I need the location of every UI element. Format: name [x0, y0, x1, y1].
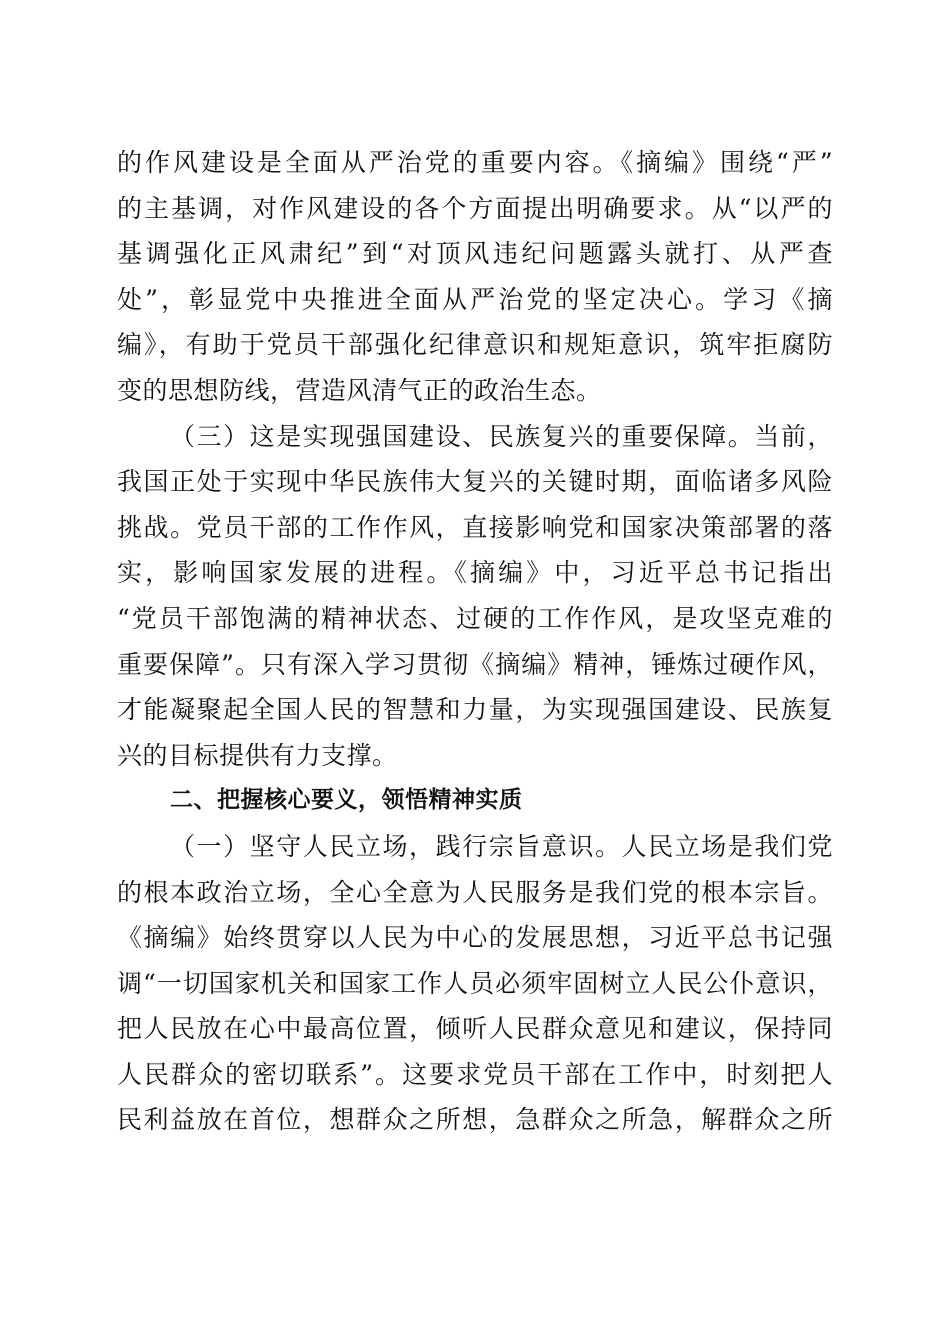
text-line: 的主基调，对作风建设的各个方面提出明确要求。从“以严的 [117, 193, 833, 223]
text-line: 兴的目标提供有力支撑。 [117, 740, 398, 770]
text-line: 挑战。党员干部的工作作风，直接影响党和国家决策部署的落 [117, 512, 833, 542]
text-line: 的根本政治立场，全心全意为人民服务是我们党的根本宗旨。 [117, 877, 833, 907]
section-heading: 二、把握核心要义，领悟精神实质 [170, 787, 523, 814]
subheading-line: （三）这是实现强国建设、民族复兴的重要保障。当前， [170, 421, 833, 451]
text-line: 的作风建设是全面从严治党的重要内容。《摘编》围绕“严” [117, 148, 833, 177]
text-line: 人民群众的密切联系”。这要求党员干部在工作中，时刻把人 [117, 1059, 833, 1089]
document-page [117, 140, 833, 1143]
text-line: 民利益放在首位，想群众之所想，急群众之所急，解群众之所 [117, 1105, 833, 1135]
text-line: “党员干部饱满的精神状态、过硬的工作作风，是攻坚克难的 [117, 603, 833, 633]
text-line: 编》，有助于党员干部强化纪律意识和规矩意识，筑牢拒腐防 [117, 330, 833, 360]
text-line: 把人民放在心中最高位置，倾听人民群众意见和建议，保持同 [117, 1014, 833, 1044]
text-line: 基调强化正风肃纪”到“对顶风违纪问题露头就打、从严查 [117, 239, 833, 269]
text-line: 处”，彰显党中央推进全面从严治党的坚定决心。学习《摘 [117, 284, 833, 314]
text-line: 重要保障”。只有深入学习贯彻《摘编》精神，锤炼过硬作风， [117, 649, 833, 679]
text-line: 我国正处于实现中华民族伟大复兴的关键时期，面临诸多风险 [117, 467, 833, 497]
subheading-line: （一）坚守人民立场，践行宗旨意识。人民立场是我们党 [170, 831, 833, 861]
text-line: 才能凝聚起全国人民的智慧和力量，为实现强国建设、民族复 [117, 695, 833, 725]
text-line: 变的思想防线，营造风清气正的政治生态。 [117, 375, 602, 405]
text-line: 《摘编》始终贯穿以人民为中心的发展思想，习近平总书记强 [117, 923, 833, 953]
text-line: 调“一切国家机关和国家工作人员必须牢固树立人民公仆意识， [117, 968, 833, 998]
text-line: 实，影响国家发展的进程。《摘编》中，习近平总书记指出 [117, 558, 833, 588]
